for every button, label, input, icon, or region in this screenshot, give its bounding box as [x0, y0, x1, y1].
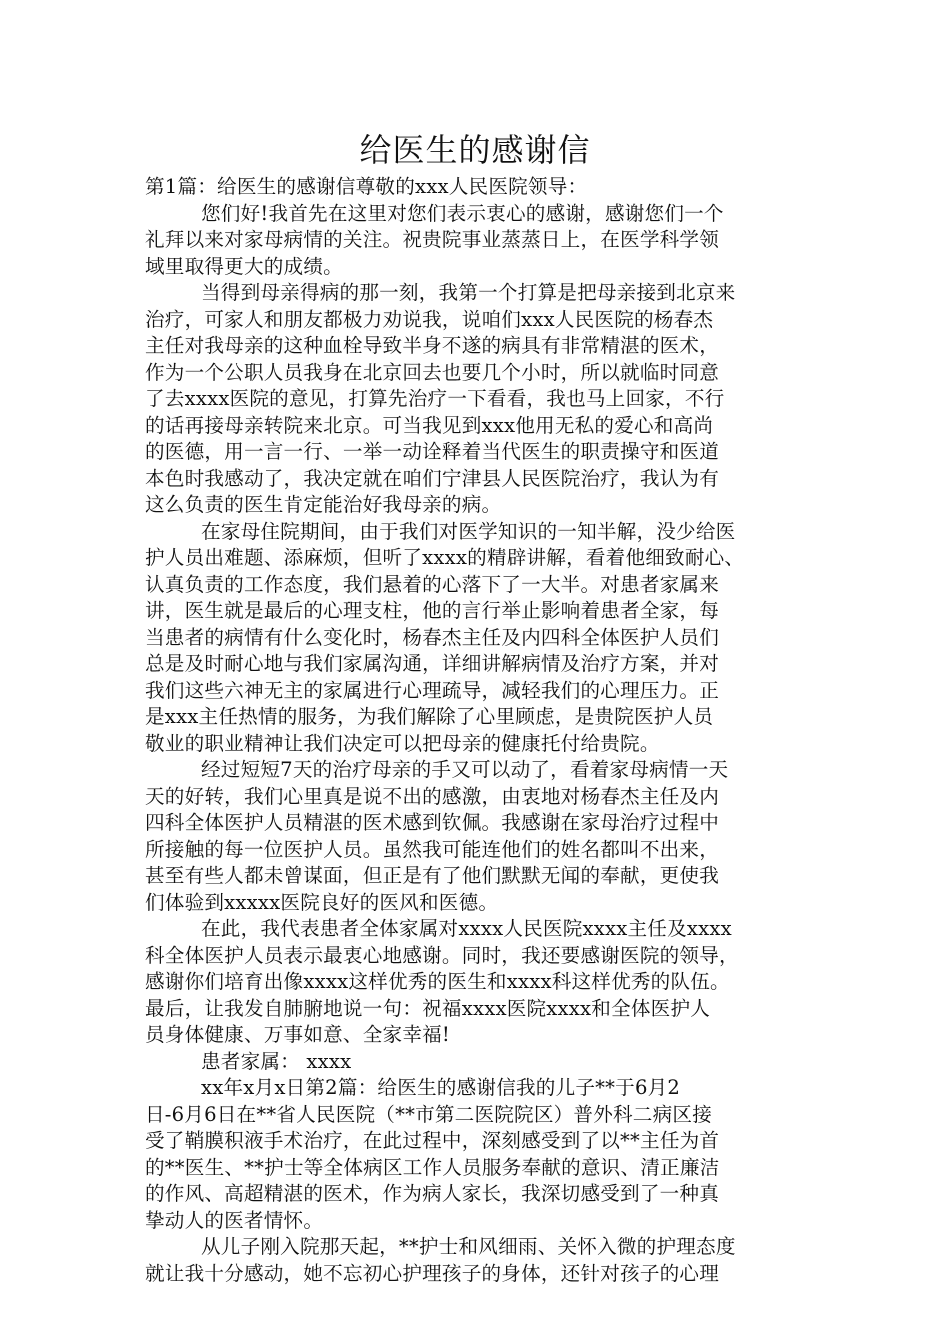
text-line: 作为一个公职人员我身在北京回去也要几个小时，所以就临时同意 — [145, 360, 720, 384]
text-line: 这么负责的医生肯定能治好我母亲的病。 — [145, 493, 502, 516]
text-line: 就让我十分感动，她不忘初心护理孩子的身体，还针对孩子的心理 — [145, 1261, 720, 1285]
text-line: 的作风、高超精湛的医术，作为病人家长，我深切感受到了一种真 — [145, 1182, 720, 1205]
text-line: 当得到母亲得病的那一刻，我第一个打算是把母亲接到北京来 — [201, 281, 736, 304]
text-line: 您们好!我首先在这里对您们表示衷心的感谢，感谢您们一个 — [201, 201, 724, 225]
document-title: 给医生的感谢信 — [359, 131, 591, 169]
text-line: 所接触的每一位医护人员。虽然我可能连他们的姓名都叫不出来， — [145, 837, 720, 861]
text-line: 讲，医生就是最后的心理支柱，他的言行举止影响着患者全家，每 — [145, 599, 720, 622]
text-line: 本色时我感动了，我决定就在咱们宁津县人民医院治疗，我认为有 — [145, 466, 720, 490]
text-line: 在此，我代表患者全体家属对xxxx人民医院xxxx主任及xxxx — [201, 917, 732, 940]
text-line: 员身体健康、万事如意、全家幸福! — [145, 1023, 450, 1046]
text-line: 主任对我母亲的这种血栓导致半身不遂的病具有非常精湛的医术， — [145, 334, 720, 357]
text-line: 当患者的病情有什么变化时，杨春杰主任及内四科全体医护人员们 — [145, 625, 720, 649]
text-line: 日-6月6日在**省人民医院（**市第二医院院区）普外科二病区接 — [145, 1102, 712, 1126]
text-line: 总是及时耐心地与我们家属沟通，详细讲解病情及治疗方案，并对 — [145, 652, 720, 675]
text-line: 挚动人的医者情怀。 — [145, 1208, 324, 1232]
text-line: 的**医生、**护士等全体病区工作人员服务奉献的意识、清正廉洁 — [145, 1155, 720, 1179]
text-line: 患者家属： xxxx — [201, 1049, 352, 1073]
text-line: 四科全体医护人员精湛的医术感到钦佩。我感谢在家母治疗过程中 — [145, 811, 720, 834]
text-line: 认真负责的工作态度，我们悬着的心落下了一大半。对患者家属来 — [145, 572, 720, 596]
text-line: 感谢你们培育出像xxxx这样优秀的医生和xxxx科这样优秀的队伍。 — [145, 970, 730, 993]
text-line: 最后，让我发自肺腑地说一句：祝福xxxx医院xxxx和全体医护人 — [145, 996, 711, 1020]
text-line: 科全体医护人员表示最衷心地感谢。同时，我还要感谢医院的领导， — [145, 943, 739, 967]
text-line: 护人员出难题、添麻烦，但听了xxxx的精辟讲解，看着他细致耐心、 — [145, 546, 745, 569]
text-line: 治疗，可家人和朋友都极力劝说我，说咱们xxx人民医院的杨春杰 — [145, 307, 714, 331]
document-page — [145, 128, 805, 1287]
document-body — [145, 174, 805, 1287]
text-line: 的医德，用一言一行、一举一动诠释着当代医生的职责操守和医道 — [145, 440, 720, 463]
text-line: 受了鞘膜积液手术治疗，在此过程中，深刻感受到了以**主任为首 — [145, 1129, 720, 1152]
text-line: 第1篇：给医生的感谢信尊敬的xxx人民医院领导： — [145, 175, 588, 198]
text-line: xx年x月x日第2篇：给医生的感谢信我的儿子**于6月2 — [201, 1076, 681, 1099]
text-line: 敬业的职业精神让我们决定可以把母亲的健康托付给贵院。 — [145, 731, 660, 755]
text-line: 我们这些六神无主的家属进行心理疏导，减轻我们的心理压力。正 — [145, 678, 720, 702]
text-line: 经过短短7天的治疗母亲的手又可以动了，看着家母病情一天 — [201, 758, 729, 781]
text-line: 甚至有些人都未曾谋面，但正是有了他们默默无闻的奉献，更使我 — [145, 864, 720, 887]
text-line: 在家母住院期间，由于我们对医学知识的一知半解，没少给医 — [201, 519, 736, 543]
text-line: 是xxx主任热情的服务，为我们解除了心里顾虑，是贵院医护人员 — [145, 705, 714, 728]
text-line: 从儿子刚入院那天起，**护士和风细雨、关怀入微的护理态度 — [201, 1235, 736, 1258]
text-line: 的话再接母亲转院来北京。可当我见到xxx他用无私的爱心和高尚 — [145, 413, 714, 437]
text-line: 礼拜以来对家母病情的关注。祝贵院事业蒸蒸日上，在医学科学领 — [145, 228, 720, 251]
text-line: 们体验到xxxxx医院良好的医风和医德。 — [145, 890, 499, 914]
text-line: 天的好转，我们心里真是说不出的感激，由衷地对杨春杰主任及内 — [145, 784, 720, 808]
text-line: 了去xxxx医院的意见，打算先治疗一下看看，我也马上回家，不行 — [145, 387, 725, 410]
text-line: 域里取得更大的成绩。 — [145, 254, 343, 278]
